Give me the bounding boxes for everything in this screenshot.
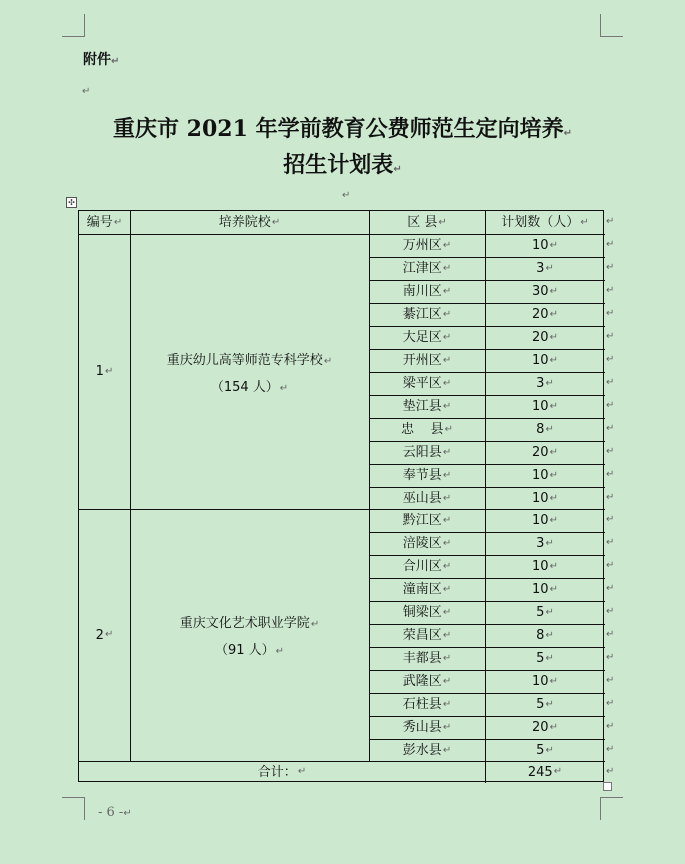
row-divider	[369, 372, 605, 373]
row-end-mark-icon: ↵	[606, 354, 615, 365]
district-text: 大足区	[402, 330, 442, 345]
page-number: - 6 -↵	[98, 805, 132, 820]
row-end-mark-icon: ↵	[606, 514, 615, 525]
group-2-number: 2 ↵	[95, 627, 114, 643]
plan-value: 3	[536, 376, 545, 391]
row-divider	[369, 326, 605, 327]
plan-value: 3	[536, 536, 545, 551]
crop-mark-top-right	[600, 14, 623, 37]
plan-value: 10	[532, 582, 549, 597]
plan-cell: 5 ↵	[536, 743, 554, 758]
plan-value: 20	[532, 330, 549, 345]
plan-value: 10	[532, 491, 549, 506]
row-end-mark-icon: ↵	[606, 766, 615, 777]
crop-mark-top-left	[62, 14, 85, 37]
district-text: 云阳县	[402, 445, 442, 460]
plan-cell: 3 ↵	[536, 261, 554, 276]
plan-cell: 10 ↵	[532, 513, 558, 528]
plan-cell: 8 ↵	[536, 422, 554, 437]
row-divider	[369, 464, 605, 465]
plan-cell: 10 ↵	[532, 353, 558, 368]
district-cell: 江津区 ↵	[402, 261, 452, 276]
crop-mark-bottom-right	[600, 797, 623, 820]
row-end-mark-icon: ↵	[606, 377, 615, 388]
row-divider	[369, 555, 605, 556]
district-cell: 武隆区 ↵	[402, 674, 452, 689]
document-title-line-2: 招生计划表↵	[283, 152, 402, 178]
row-divider	[369, 303, 605, 304]
row-divider	[369, 487, 605, 488]
plan-value: 20	[532, 307, 549, 322]
district-text: 垫江县	[402, 399, 442, 414]
header-plan: 计划数（人） ↵	[501, 215, 589, 230]
row-divider	[369, 257, 605, 258]
row-divider	[369, 578, 605, 579]
plan-cell: 10 ↵	[532, 399, 558, 414]
plan-cell: 10 ↵	[532, 582, 558, 597]
plan-value: 10	[532, 513, 549, 528]
table-move-handle-icon[interactable]: ✣	[66, 197, 77, 208]
row-divider	[369, 418, 605, 419]
plan-cell: 3 ↵	[536, 376, 554, 391]
district-text: 彭水县	[402, 743, 442, 758]
district-cell: 黔江区 ↵	[402, 513, 452, 528]
row-end-mark-icon: ↵	[606, 537, 615, 548]
plan-cell: 3 ↵	[536, 536, 554, 551]
district-text: 秀山县	[402, 720, 442, 735]
row-divider	[369, 601, 605, 602]
plan-cell: 20 ↵	[532, 720, 558, 735]
row-end-mark-icon: ↵	[606, 560, 615, 571]
district-text: 巫山县	[402, 491, 442, 506]
plan-value: 10	[532, 353, 549, 368]
total-divider	[79, 761, 605, 762]
district-cell: 綦江区 ↵	[402, 307, 452, 322]
row-end-mark-icon: ↵	[606, 331, 615, 342]
row-divider	[369, 280, 605, 281]
paragraph-mark-icon: ↵	[82, 86, 91, 97]
plan-value: 5	[536, 651, 545, 666]
row-end-mark-icon: ↵	[606, 308, 615, 319]
row-divider	[369, 670, 605, 671]
plan-value: 20	[532, 445, 549, 460]
plan-value: 10	[532, 238, 549, 253]
plan-cell: 10 ↵	[532, 238, 558, 253]
plan-cell: 30 ↵	[532, 284, 558, 299]
district-cell: 垫江县 ↵	[402, 399, 452, 414]
vertical-divider-school	[369, 211, 370, 761]
paragraph-mark-icon: ↵	[342, 190, 351, 201]
row-end-mark-icon: ↵	[606, 446, 615, 457]
district-text: 綦江区	[402, 307, 442, 322]
row-end-mark-icon: ↵	[606, 583, 615, 594]
district-cell: 石柱县 ↵	[402, 697, 452, 712]
row-end-mark-icon: ↵	[606, 606, 615, 617]
document-title-line-1: 重庆市 2021 年学前教育公费师范生定向培养↵	[113, 116, 572, 142]
paragraph-mark-icon: ↵	[123, 808, 132, 819]
group-1-number: 1 ↵	[95, 364, 114, 379]
district-text: 石柱县	[402, 697, 442, 712]
district-text: 黔江区	[402, 513, 442, 528]
row-end-mark-icon: ↵	[606, 492, 615, 503]
attachment-label: 附件↵	[83, 52, 120, 68]
row-end-mark-icon: ↵	[606, 721, 615, 732]
district-cell: 南川区 ↵	[402, 284, 452, 299]
group-1-school: 重庆幼儿高等师范专科学校↵ （154 人）↵	[166, 352, 333, 395]
group-divider	[79, 509, 605, 510]
district-cell: 彭水县 ↵	[402, 743, 452, 758]
plan-value: 30	[532, 284, 549, 299]
row-divider	[369, 624, 605, 625]
plan-value: 20	[532, 720, 549, 735]
row-end-mark-icon: ↵	[606, 423, 615, 434]
plan-value: 10	[532, 468, 549, 483]
district-cell: 开州区 ↵	[402, 353, 452, 368]
plan-value: 10	[532, 399, 549, 414]
district-text: 江津区	[402, 261, 442, 276]
group-2-school: 重庆文化艺术职业学院↵ （91 人）↵	[179, 616, 320, 658]
plan-cell: 20 ↵	[532, 307, 558, 322]
district-text: 荣昌区	[402, 628, 442, 643]
row-end-mark-icon: ↵	[606, 744, 615, 755]
district-cell: 忠 县 ↵	[401, 422, 453, 437]
total-value-cell: 245 ↵	[527, 764, 563, 780]
district-cell: 奉节县 ↵	[402, 468, 452, 483]
district-text: 合川区	[402, 559, 442, 574]
plan-cell: 10 ↵	[532, 674, 558, 689]
district-cell: 秀山县 ↵	[402, 720, 452, 735]
plan-cell: 20 ↵	[532, 445, 558, 460]
plan-cell: 8 ↵	[536, 628, 554, 643]
row-end-mark-icon: ↵	[606, 675, 615, 686]
paragraph-mark-icon: ↵	[563, 128, 572, 139]
district-text: 武隆区	[402, 674, 442, 689]
district-text: 南川区	[402, 284, 442, 299]
district-cell: 梁平区 ↵	[402, 376, 452, 391]
plan-cell: 5 ↵	[536, 651, 554, 666]
row-end-mark-icon: ↵	[606, 698, 615, 709]
row-divider	[369, 647, 605, 648]
total-label-cell: 合计： ↵	[257, 764, 307, 780]
plan-value: 8	[536, 628, 545, 643]
plan-value: 5	[536, 605, 545, 620]
district-cell: 涪陵区 ↵	[402, 536, 452, 551]
row-end-mark-icon: ↵	[606, 629, 615, 640]
district-text: 梁平区	[402, 376, 442, 391]
district-cell: 丰都县 ↵	[402, 651, 452, 666]
row-divider	[369, 349, 605, 350]
plan-cell: 10 ↵	[532, 491, 558, 506]
row-end-mark-icon: ↵	[606, 652, 615, 663]
district-cell: 铜梁区 ↵	[402, 605, 452, 620]
row-end-mark-icon: ↵	[606, 239, 615, 250]
row-end-mark-icon: ↵	[606, 469, 615, 480]
row-end-mark-icon: ↵	[606, 262, 615, 273]
district-text: 铜梁区	[402, 605, 442, 620]
plan-value: 5	[536, 697, 545, 712]
district-text: 潼南区	[402, 582, 442, 597]
district-text: 忠 县	[401, 422, 444, 437]
district-cell: 云阳县 ↵	[402, 445, 452, 460]
plan-value: 8	[536, 422, 545, 437]
plan-cell: 5 ↵	[536, 605, 554, 620]
plan-value: 3	[536, 261, 545, 276]
row-divider	[369, 693, 605, 694]
row-end-mark-icon: ↵	[606, 216, 615, 227]
header-number: 编号 ↵	[86, 215, 123, 230]
plan-value: 10	[532, 674, 549, 689]
row-divider	[369, 395, 605, 396]
row-end-mark-icon: ↵	[606, 400, 615, 411]
district-cell: 潼南区 ↵	[402, 582, 452, 597]
district-cell: 大足区 ↵	[402, 330, 452, 345]
row-divider	[369, 532, 605, 533]
row-divider	[369, 739, 605, 740]
district-text: 丰都县	[402, 651, 442, 666]
district-text: 奉节县	[402, 468, 442, 483]
paragraph-mark-icon: ↵	[111, 56, 120, 67]
paragraph-mark-icon: ↵	[393, 164, 402, 175]
district-text: 涪陵区	[402, 536, 442, 551]
enrollment-plan-table	[78, 210, 604, 782]
plan-cell: 20 ↵	[532, 330, 558, 345]
district-cell: 合川区 ↵	[402, 559, 452, 574]
district-text: 开州区	[402, 353, 442, 368]
plan-cell: 5 ↵	[536, 697, 554, 712]
plan-value: 10	[532, 559, 549, 574]
vertical-divider-district	[485, 211, 486, 783]
table-header-divider	[79, 234, 605, 235]
header-school: 培养院校 ↵	[218, 215, 281, 230]
row-divider	[369, 441, 605, 442]
plan-cell: 10 ↵	[532, 468, 558, 483]
row-divider	[369, 716, 605, 717]
table-resize-handle-icon[interactable]	[603, 782, 612, 791]
header-district: 区 县 ↵	[407, 215, 447, 230]
crop-mark-bottom-left	[62, 797, 85, 820]
district-cell: 巫山县 ↵	[402, 491, 452, 506]
plan-value: 5	[536, 743, 545, 758]
district-text: 万州区	[402, 238, 442, 253]
vertical-divider-number	[130, 211, 131, 761]
row-end-mark-icon: ↵	[606, 285, 615, 296]
district-cell: 荣昌区 ↵	[402, 628, 452, 643]
plan-cell: 10 ↵	[532, 559, 558, 574]
district-cell: 万州区 ↵	[402, 238, 452, 253]
